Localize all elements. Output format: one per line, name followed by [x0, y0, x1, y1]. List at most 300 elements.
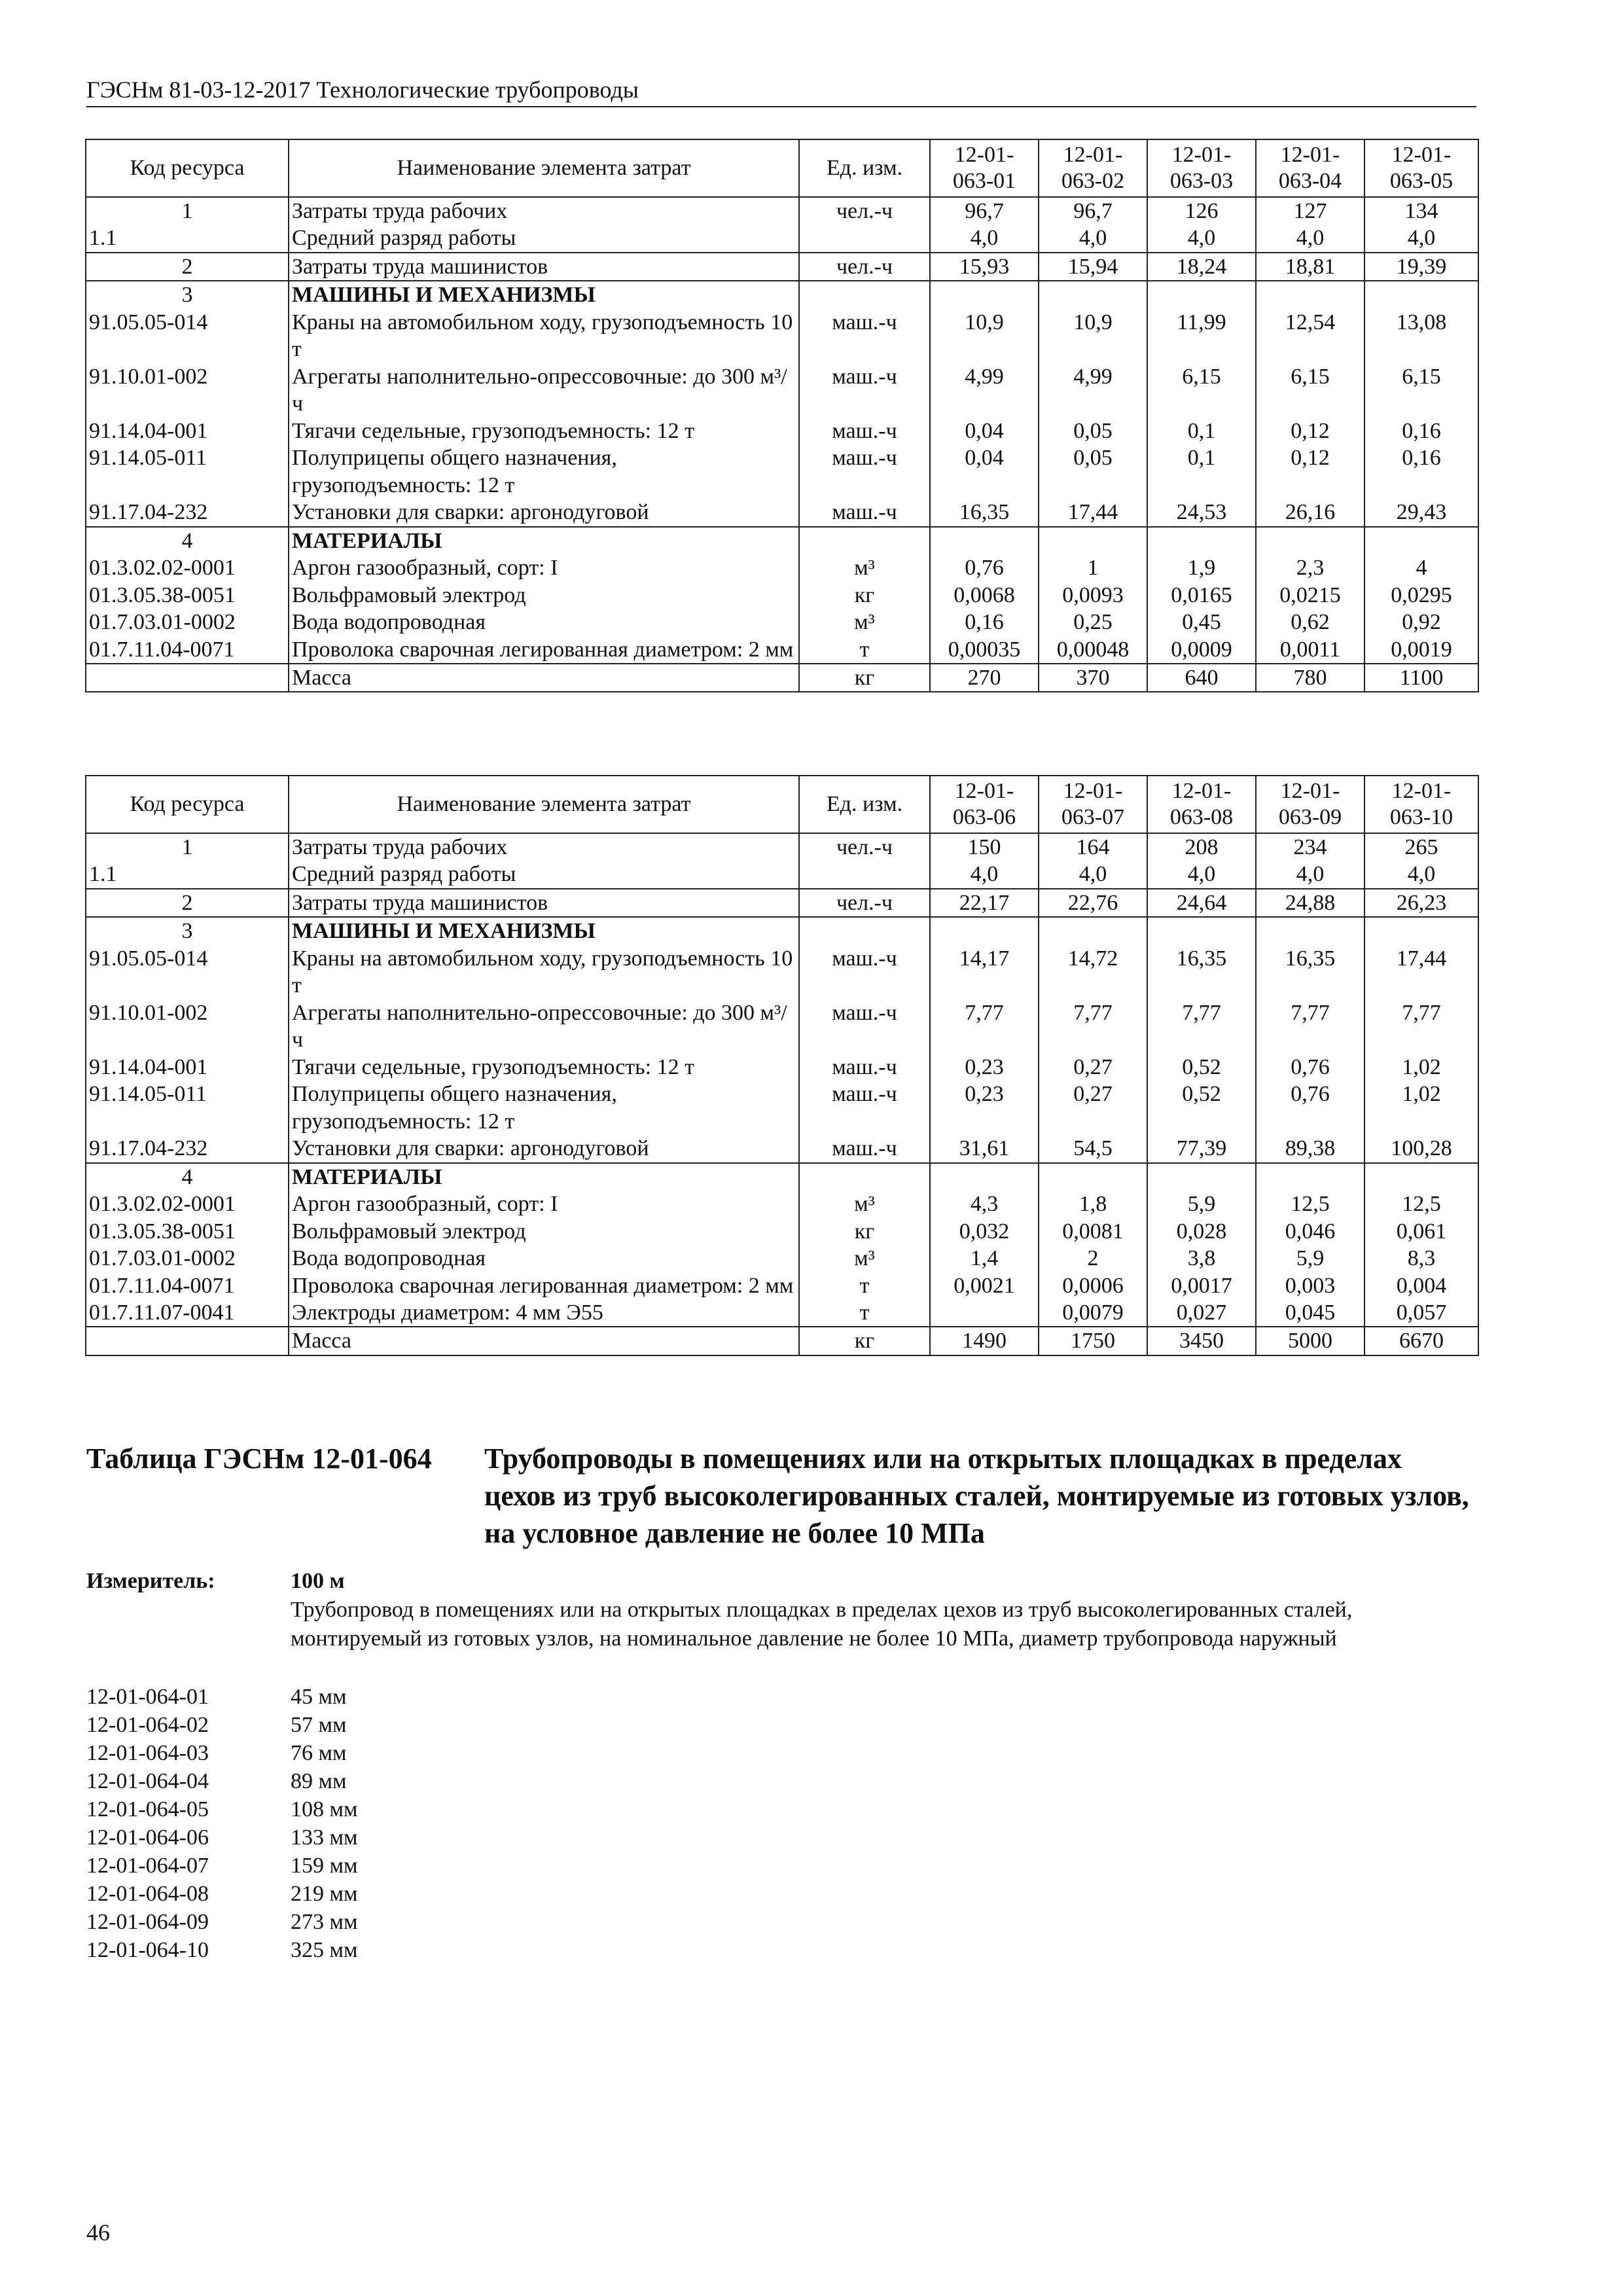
resource-value: 1,8	[1039, 1191, 1147, 1217]
resource-code: 91.10.01-002	[86, 999, 289, 1054]
resource-name: Установки для сварки: аргонодуговой	[289, 499, 799, 526]
resource-value: 0,0081	[1039, 1218, 1147, 1245]
resource-code: 2	[86, 253, 289, 281]
resource-value: 4,99	[930, 363, 1039, 418]
resource-name: Затраты труда рабочих	[289, 197, 799, 224]
resource-unit: чел.-ч	[799, 197, 930, 224]
resource-code: 91.05.05-014	[86, 309, 289, 363]
header-norm-code: 12-01- 063-10	[1364, 776, 1478, 833]
resource-value: 6670	[1364, 1327, 1478, 1355]
resource-value: 17,44	[1039, 499, 1147, 526]
resource-unit: маш.-ч	[799, 309, 930, 363]
item-diameter: 159 мм	[291, 1854, 358, 1878]
resource-value	[1147, 917, 1256, 944]
resource-value	[1039, 917, 1147, 944]
resource-value: 7,77	[1039, 999, 1147, 1054]
item-code: 12-01-064-02	[86, 1713, 209, 1737]
header-name: Наименование элемента затрат	[289, 776, 799, 833]
resource-value: 17,44	[1364, 945, 1478, 999]
resource-value: 18,81	[1256, 253, 1364, 281]
resource-value: 0,12	[1256, 444, 1364, 499]
item-code: 12-01-064-06	[86, 1825, 209, 1850]
item-diameter: 325 мм	[291, 1938, 358, 1962]
resource-code: 4	[86, 527, 289, 554]
resource-name: Затраты труда рабочих	[289, 833, 799, 861]
table-row	[86, 999, 1478, 1054]
resource-value: 29,43	[1364, 499, 1478, 526]
resource-value: 0,0017	[1147, 1272, 1256, 1299]
table-row	[86, 1163, 1478, 1191]
resource-value: 0,061	[1364, 1218, 1478, 1245]
resource-value: 8,3	[1364, 1245, 1478, 1272]
resource-code: 1.1	[86, 861, 289, 888]
resource-unit: м³	[799, 1245, 930, 1272]
table-row	[86, 582, 1478, 609]
table-row	[86, 833, 1478, 861]
item-code: 12-01-064-10	[86, 1938, 209, 1962]
resource-value: 5,9	[1256, 1245, 1364, 1272]
resource-value: 7,77	[1256, 999, 1364, 1054]
resource-value: 26,23	[1364, 889, 1478, 917]
item-code: 12-01-064-05	[86, 1797, 209, 1821]
resource-value: 11,99	[1147, 309, 1256, 363]
resource-value: 164	[1039, 833, 1147, 861]
resource-value: 4,0	[1147, 224, 1256, 252]
resource-value: 0,04	[930, 444, 1039, 499]
resource-value: 24,88	[1256, 889, 1364, 917]
resource-value: 6,15	[1256, 363, 1364, 418]
resource-unit	[799, 527, 930, 554]
resource-value	[930, 1163, 1039, 1191]
table-row	[86, 1135, 1478, 1162]
resource-value: 150	[930, 833, 1039, 861]
resource-code: 1	[86, 833, 289, 861]
resource-value: 0,0009	[1147, 636, 1256, 664]
table-row	[86, 664, 1478, 692]
table-row	[86, 1054, 1478, 1081]
resource-value: 89,38	[1256, 1135, 1364, 1162]
resource-value	[1039, 527, 1147, 554]
header-norm-code: 12-01- 063-07	[1039, 776, 1147, 833]
resource-code: 01.7.03.01-0002	[86, 1245, 289, 1272]
measure-value: 100 м	[291, 1569, 345, 1593]
resource-value: 0,045	[1256, 1299, 1364, 1327]
resource-code: 3	[86, 281, 289, 308]
resource-value: 13,08	[1364, 309, 1478, 363]
resource-value: 24,53	[1147, 499, 1256, 526]
resource-name: Проволока сварочная легированная диаметром: 2 мм	[289, 1272, 799, 1299]
resource-value: 0,92	[1364, 609, 1478, 636]
resource-value: 0,0079	[1039, 1299, 1147, 1327]
table-row	[86, 609, 1478, 636]
table-row	[86, 309, 1478, 363]
resource-value: 12,54	[1256, 309, 1364, 363]
resource-unit: т	[799, 1272, 930, 1299]
resource-unit: маш.-ч	[799, 418, 930, 444]
resource-code	[86, 664, 289, 692]
resource-code: 3	[86, 917, 289, 944]
item-diameter: 219 мм	[291, 1882, 358, 1906]
resource-value: 134	[1364, 197, 1478, 224]
resource-unit: маш.-ч	[799, 1081, 930, 1135]
resource-code: 2	[86, 889, 289, 917]
resource-value	[1147, 527, 1256, 554]
resource-value: 0,76	[1256, 1081, 1364, 1135]
table-row	[86, 861, 1478, 888]
resource-value: 208	[1147, 833, 1256, 861]
item-code: 12-01-064-01	[86, 1685, 209, 1709]
table-row	[86, 224, 1478, 252]
resource-value	[1039, 1163, 1147, 1191]
resource-value: 4,0	[1039, 224, 1147, 252]
resource-value: 0,004	[1364, 1272, 1478, 1299]
resource-value: 6,15	[1147, 363, 1256, 418]
resource-value: 0,52	[1147, 1054, 1256, 1081]
resource-value: 4,0	[1256, 861, 1364, 888]
resource-value: 2,3	[1256, 554, 1364, 581]
resource-value: 640	[1147, 664, 1256, 692]
resource-name: Аргон газообразный, сорт: I	[289, 1191, 799, 1217]
resource-unit	[799, 861, 930, 888]
resource-name: Электроды диаметром: 4 мм Э55	[289, 1299, 799, 1327]
resource-value: 0,0165	[1147, 582, 1256, 609]
table-header-row	[86, 776, 1478, 833]
table-row	[86, 1218, 1478, 1245]
resource-unit: маш.-ч	[799, 363, 930, 418]
resource-unit: чел.-ч	[799, 833, 930, 861]
resource-unit: т	[799, 636, 930, 664]
resource-value: 4,3	[930, 1191, 1039, 1217]
table-row	[86, 281, 1478, 308]
table-row	[86, 418, 1478, 444]
resource-value: 0,04	[930, 418, 1039, 444]
resource-name: Затраты труда машинистов	[289, 889, 799, 917]
resource-value: 5,9	[1147, 1191, 1256, 1217]
resource-value: 0,23	[930, 1081, 1039, 1135]
item-diameter: 57 мм	[291, 1713, 347, 1737]
resource-value: 3,8	[1147, 1245, 1256, 1272]
resource-value	[1364, 1163, 1478, 1191]
header-norm-code: 12-01- 063-08	[1147, 776, 1256, 833]
resource-name: Полуприцепы общего назначения, грузоподъемность: 12 т	[289, 1081, 799, 1135]
header-unit: Ед. изм.	[799, 776, 930, 833]
resource-value: 0,62	[1256, 609, 1364, 636]
resource-unit: чел.-ч	[799, 253, 930, 281]
table-header-row	[86, 139, 1478, 197]
resource-name: Краны на автомобильном ходу, грузоподъемность 10 т	[289, 945, 799, 999]
resource-value: 4,0	[930, 861, 1039, 888]
page-number: 46	[86, 2219, 110, 2246]
resource-value: 16,35	[1147, 945, 1256, 999]
resource-value: 0,057	[1364, 1299, 1478, 1327]
header-code: Код ресурса	[86, 139, 289, 197]
resource-value: 22,17	[930, 889, 1039, 917]
resource-unit: кг	[799, 1327, 930, 1355]
resource-name: Агрегаты наполнительно-опрессовочные: до 300 м³/ч	[289, 363, 799, 418]
resource-value: 0,003	[1256, 1272, 1364, 1299]
resource-value: 96,7	[930, 197, 1039, 224]
resource-code: 4	[86, 1163, 289, 1191]
header-norm-code: 12-01- 063-05	[1364, 139, 1478, 197]
resource-value: 0,25	[1039, 609, 1147, 636]
table-row	[86, 253, 1478, 281]
resource-value	[1364, 527, 1478, 554]
table-row	[86, 363, 1478, 418]
resource-name: Тягачи седельные, грузоподъемность: 12 т	[289, 1054, 799, 1081]
table-row	[86, 527, 1478, 554]
resource-value: 12,5	[1364, 1191, 1478, 1217]
table-row	[86, 1272, 1478, 1299]
resource-value: 7,77	[930, 999, 1039, 1054]
resource-value: 4	[1364, 554, 1478, 581]
item-code: 12-01-064-07	[86, 1854, 209, 1878]
resource-code: 91.10.01-002	[86, 363, 289, 418]
resource-value: 0,032	[930, 1218, 1039, 1245]
resource-value: 0,0011	[1256, 636, 1364, 664]
resource-unit: т	[799, 1299, 930, 1327]
resource-value: 22,76	[1039, 889, 1147, 917]
resource-name: Масса	[289, 664, 799, 692]
resource-value: 0,23	[930, 1054, 1039, 1081]
resource-code: 91.17.04-232	[86, 499, 289, 526]
resource-value: 7,77	[1147, 999, 1256, 1054]
resource-value: 1490	[930, 1327, 1039, 1355]
resource-value: 0,27	[1039, 1054, 1147, 1081]
resource-name: МАШИНЫ И МЕХАНИЗМЫ	[289, 281, 799, 308]
resource-value	[1256, 917, 1364, 944]
resource-code: 1	[86, 197, 289, 224]
resource-value: 14,17	[930, 945, 1039, 999]
resource-value: 0,76	[1256, 1054, 1364, 1081]
table-row	[86, 1327, 1478, 1355]
header-norm-code: 12-01- 063-04	[1256, 139, 1364, 197]
resource-name: Средний разряд работы	[289, 861, 799, 888]
table-row	[86, 889, 1478, 917]
resource-value: 0,05	[1039, 444, 1147, 499]
resource-unit: кг	[799, 664, 930, 692]
resource-code: 01.7.11.04-0071	[86, 636, 289, 664]
resource-code: 91.05.05-014	[86, 945, 289, 999]
resource-value	[930, 281, 1039, 308]
resource-value: 1,4	[930, 1245, 1039, 1272]
table-row	[86, 1081, 1478, 1135]
item-code: 12-01-064-09	[86, 1910, 209, 1934]
resource-value: 780	[1256, 664, 1364, 692]
resource-value: 0,0021	[930, 1272, 1039, 1299]
resource-value: 0,028	[1147, 1218, 1256, 1245]
resource-code: 91.14.05-011	[86, 444, 289, 499]
resource-value: 0,45	[1147, 609, 1256, 636]
resource-value: 0,05	[1039, 418, 1147, 444]
resource-value: 0,27	[1039, 1081, 1147, 1135]
resource-unit: м³	[799, 609, 930, 636]
resource-value: 127	[1256, 197, 1364, 224]
item-diameter: 76 мм	[291, 1741, 347, 1765]
resource-value: 1,02	[1364, 1054, 1478, 1081]
resource-value: 0,12	[1256, 418, 1364, 444]
resource-code: 01.3.05.38-0051	[86, 1218, 289, 1245]
resource-code: 91.14.04-001	[86, 418, 289, 444]
resource-value: 1,02	[1364, 1081, 1478, 1135]
resource-value: 0,027	[1147, 1299, 1256, 1327]
resource-code: 01.3.02.02-0001	[86, 1191, 289, 1217]
resource-value: 16,35	[1256, 945, 1364, 999]
resource-value: 1100	[1364, 664, 1478, 692]
resource-value	[1256, 527, 1364, 554]
resource-value: 4,0	[1147, 861, 1256, 888]
resource-value	[1147, 281, 1256, 308]
resource-value	[1364, 917, 1478, 944]
resource-value: 7,77	[1364, 999, 1478, 1054]
resource-name: Установки для сварки: аргонодуговой	[289, 1135, 799, 1162]
resource-unit: маш.-ч	[799, 444, 930, 499]
resource-code: 91.17.04-232	[86, 1135, 289, 1162]
resource-value: 77,39	[1147, 1135, 1256, 1162]
resource-value	[1039, 281, 1147, 308]
resource-name: Вода водопроводная	[289, 609, 799, 636]
resource-unit: чел.-ч	[799, 889, 930, 917]
resource-table-1	[85, 139, 1479, 692]
resource-value: 234	[1256, 833, 1364, 861]
resource-name: Затраты труда машинистов	[289, 253, 799, 281]
resource-name: МАТЕРИАЛЫ	[289, 527, 799, 554]
resource-value: 4,0	[1364, 861, 1478, 888]
resource-code: 01.3.05.38-0051	[86, 582, 289, 609]
resource-unit: маш.-ч	[799, 945, 930, 999]
resource-value: 270	[930, 664, 1039, 692]
resource-unit	[799, 281, 930, 308]
resource-value: 4,0	[1039, 861, 1147, 888]
measure-label: Измеритель:	[86, 1569, 215, 1593]
item-code: 12-01-064-04	[86, 1769, 209, 1793]
item-diameter: 108 мм	[291, 1797, 358, 1821]
resource-unit: кг	[799, 1218, 930, 1245]
header-unit: Ед. изм.	[799, 139, 930, 197]
resource-code: 01.7.11.04-0071	[86, 1272, 289, 1299]
running-header: ГЭСНм 81-03-12-2017 Технологические трубопроводы	[86, 76, 1476, 107]
resource-name: Масса	[289, 1327, 799, 1355]
resource-name: Тягачи седельные, грузоподъемность: 12 т	[289, 418, 799, 444]
table-row	[86, 1191, 1478, 1217]
resource-value: 96,7	[1039, 197, 1147, 224]
header-name: Наименование элемента затрат	[289, 139, 799, 197]
resource-name: Аргон газообразный, сорт: I	[289, 554, 799, 581]
resource-value	[1364, 281, 1478, 308]
resource-code: 91.14.04-001	[86, 1054, 289, 1081]
resource-name: Проволока сварочная легированная диаметром: 2 мм	[289, 636, 799, 664]
resource-unit: маш.-ч	[799, 1054, 930, 1081]
resource-value: 0,0006	[1039, 1272, 1147, 1299]
table-row	[86, 1245, 1478, 1272]
resource-name: МАШИНЫ И МЕХАНИЗМЫ	[289, 917, 799, 944]
resource-unit: маш.-ч	[799, 999, 930, 1054]
resource-value: 0,1	[1147, 418, 1256, 444]
resource-value: 6,15	[1364, 363, 1478, 418]
resource-value: 0,76	[930, 554, 1039, 581]
resource-value: 1,9	[1147, 554, 1256, 581]
resource-name: Агрегаты наполнительно-опрессовочные: до 300 м³/ч	[289, 999, 799, 1054]
resource-unit	[799, 1163, 930, 1191]
resource-value: 4,0	[930, 224, 1039, 252]
resource-name: Средний разряд работы	[289, 224, 799, 252]
resource-name: Вольфрамовый электрод	[289, 1218, 799, 1245]
resource-value: 19,39	[1364, 253, 1478, 281]
table-row	[86, 917, 1478, 944]
resource-value	[1256, 281, 1364, 308]
resource-value: 26,16	[1256, 499, 1364, 526]
resource-value: 12,5	[1256, 1191, 1364, 1217]
resource-value: 0,0019	[1364, 636, 1478, 664]
resource-value: 0,16	[1364, 444, 1478, 499]
resource-code: 01.3.02.02-0001	[86, 554, 289, 581]
item-diameter: 273 мм	[291, 1910, 358, 1934]
resource-value: 0,0215	[1256, 582, 1364, 609]
resource-value: 0,046	[1256, 1218, 1364, 1245]
resource-code: 01.7.03.01-0002	[86, 609, 289, 636]
header-norm-code: 12-01- 063-06	[930, 776, 1039, 833]
resource-value: 0,16	[930, 609, 1039, 636]
resource-value: 31,61	[930, 1135, 1039, 1162]
resource-value: 3450	[1147, 1327, 1256, 1355]
resource-value	[1147, 1163, 1256, 1191]
resource-value: 4,99	[1039, 363, 1147, 418]
resource-value: 1750	[1039, 1327, 1147, 1355]
resource-value: 15,93	[930, 253, 1039, 281]
resource-name: Полуприцепы общего назначения, грузоподъемность: 12 т	[289, 444, 799, 499]
resource-value: 0,16	[1364, 418, 1478, 444]
resource-unit: кг	[799, 582, 930, 609]
resource-code	[86, 1327, 289, 1355]
header-norm-code: 12-01- 063-03	[1147, 139, 1256, 197]
resource-unit	[799, 224, 930, 252]
measure-description: Трубопровод в помещениях или на открытых площадках в пределах цехов из труб высоколегированных сталей, монтируемый из готовых узлов, на номинальное давление не более 10 МПа, диаметр трубопровода наружный	[291, 1598, 1353, 1651]
resource-code: 01.7.11.07-0041	[86, 1299, 289, 1327]
resource-unit: маш.-ч	[799, 499, 930, 526]
header-norm-code: 12-01- 063-09	[1256, 776, 1364, 833]
resource-unit: маш.-ч	[799, 1135, 930, 1162]
table-row	[86, 945, 1478, 999]
resource-value: 126	[1147, 197, 1256, 224]
resource-code: 1.1	[86, 224, 289, 252]
resource-value: 15,94	[1039, 253, 1147, 281]
resource-value: 18,24	[1147, 253, 1256, 281]
resource-name: Краны на автомобильном ходу, грузоподъемность 10 т	[289, 309, 799, 363]
header-norm-code: 12-01- 063-01	[930, 139, 1039, 197]
resource-value: 5000	[1256, 1327, 1364, 1355]
resource-value: 2	[1039, 1245, 1147, 1272]
resource-unit	[799, 917, 930, 944]
resource-value: 0,00035	[930, 636, 1039, 664]
resource-name: Вода водопроводная	[289, 1245, 799, 1272]
resource-value: 100,28	[1364, 1135, 1478, 1162]
table-row	[86, 499, 1478, 526]
resource-value: 10,9	[1039, 309, 1147, 363]
table-row	[86, 1299, 1478, 1327]
resource-unit: м³	[799, 1191, 930, 1217]
resource-unit: м³	[799, 554, 930, 581]
table-row	[86, 554, 1478, 581]
resource-value: 370	[1039, 664, 1147, 692]
resource-value: 0,00048	[1039, 636, 1147, 664]
header-norm-code: 12-01- 063-02	[1039, 139, 1147, 197]
resource-table-2	[85, 775, 1479, 1356]
header-code: Код ресурса	[86, 776, 289, 833]
resource-value: 0,0068	[930, 582, 1039, 609]
resource-value: 0,0295	[1364, 582, 1478, 609]
item-diameter: 89 мм	[291, 1769, 347, 1793]
item-diameter: 133 мм	[291, 1825, 358, 1850]
resource-value	[1256, 1163, 1364, 1191]
